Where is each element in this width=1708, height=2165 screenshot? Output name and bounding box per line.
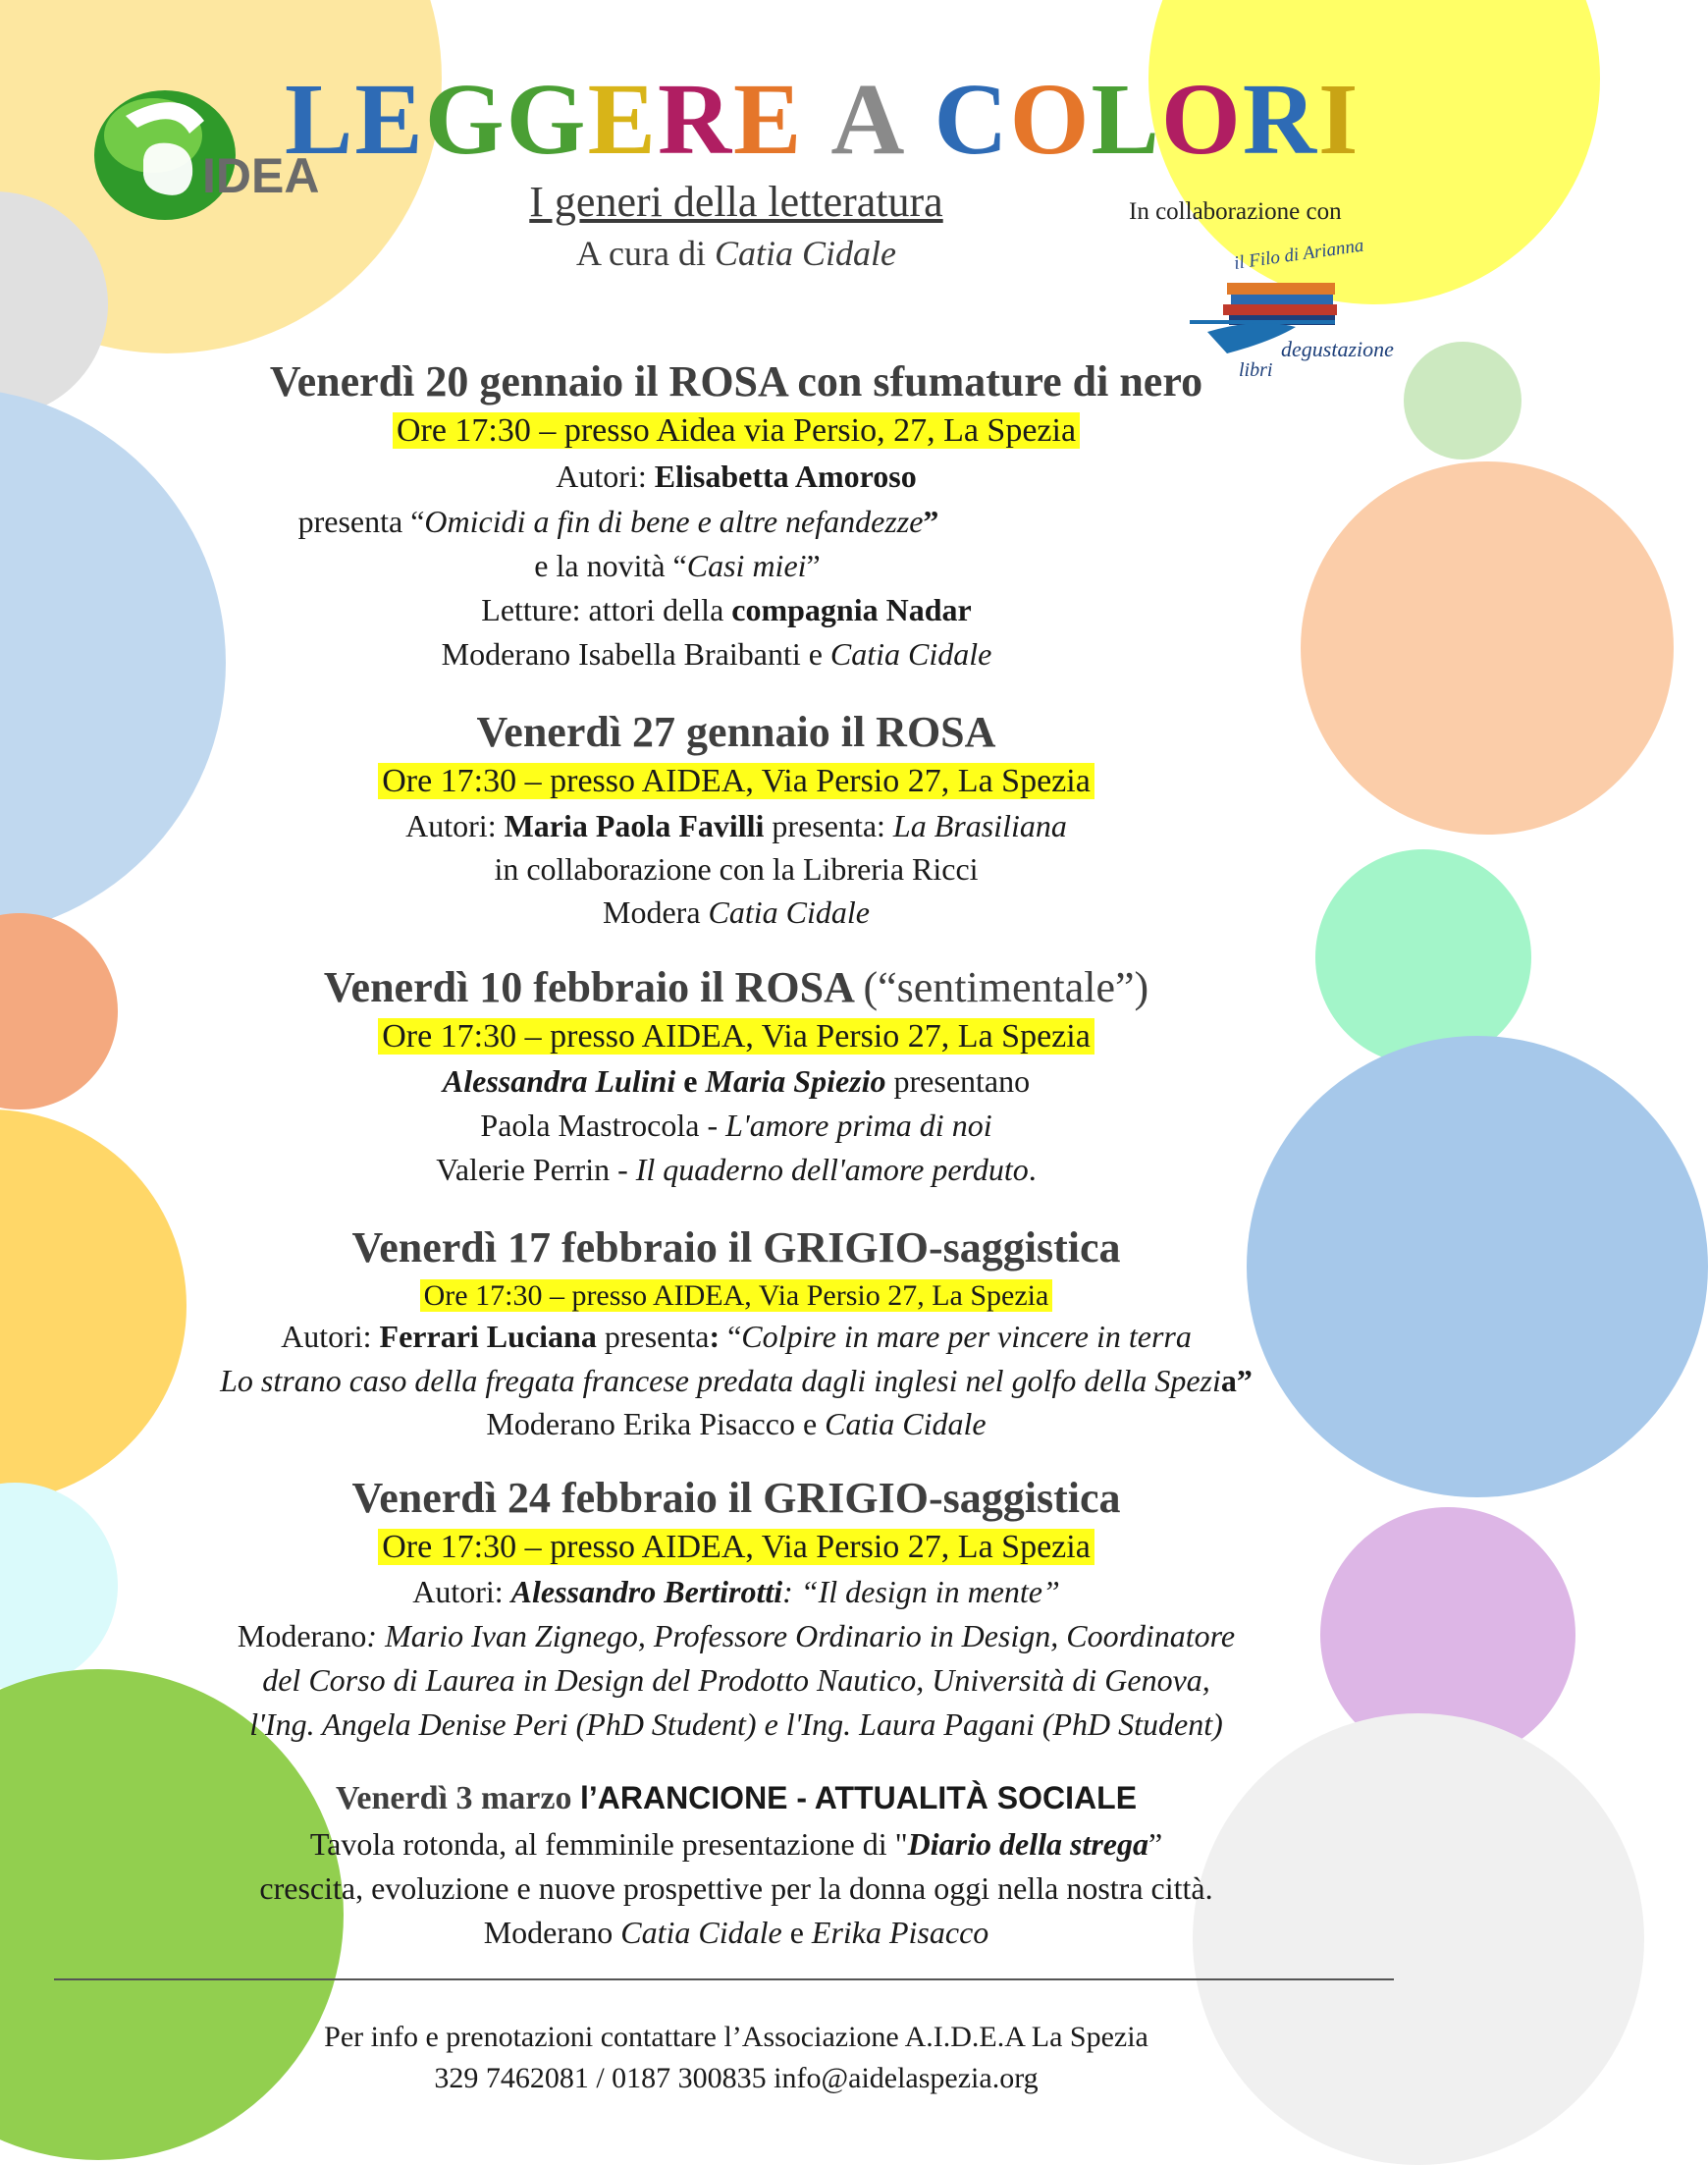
event-book-2 bbox=[0, 1152, 1472, 1188]
title-letter: G bbox=[424, 63, 507, 176]
event-book-1 bbox=[0, 1108, 1472, 1144]
book-title: Omicidi a fin di bene e altre nefandezze bbox=[424, 504, 924, 539]
event-moderators-2: del Corso di Laurea in Design del Prodotto Nautico, Università di Genova, bbox=[262, 1662, 1210, 1698]
event-title: Venerdì 17 febbraio il GRIGIO-saggistica bbox=[351, 1223, 1121, 1272]
aidea-logo bbox=[86, 67, 320, 224]
event-moderators bbox=[0, 1915, 1472, 1951]
moderator-names: : Mario Ivan Zignego, Professore Ordinario in Design, Coordinatore bbox=[366, 1618, 1236, 1653]
text: Moderano Erika Pisacco e bbox=[486, 1406, 826, 1441]
text: e la novità “ bbox=[534, 548, 687, 583]
title-letter: C bbox=[934, 63, 1010, 176]
footer-contacts: 329 7462081 / 0187 300835 info@aidelaspezia.org bbox=[434, 2062, 1039, 2094]
book-title: La Brasiliana bbox=[892, 808, 1067, 843]
partner-logo-top-text: il Filo di Arianna bbox=[1232, 235, 1365, 274]
text: Moderano bbox=[483, 1915, 621, 1950]
event-moderators bbox=[0, 1406, 1472, 1442]
title-letter: E bbox=[354, 63, 425, 176]
partner-logo-bottom-text-2: libri bbox=[1239, 359, 1273, 381]
event-title bbox=[0, 1780, 1472, 1817]
text: presenta: bbox=[764, 808, 893, 843]
title-letter: R bbox=[1242, 63, 1318, 176]
text: Tavola rotonda, al femminile presentazione di " bbox=[309, 1826, 908, 1862]
event-time bbox=[0, 1018, 1472, 1055]
event-description bbox=[0, 1826, 1472, 1863]
text: e bbox=[675, 1063, 706, 1099]
title-letter: I bbox=[1317, 63, 1361, 176]
label: Autori: bbox=[556, 459, 655, 494]
text: Modera bbox=[603, 894, 709, 930]
moderator-name: Erika Pisacco bbox=[811, 1915, 989, 1950]
text: : bbox=[709, 1319, 721, 1354]
event-moderators bbox=[0, 1618, 1472, 1654]
event-moderators-3: l'Ing. Angela Denise Peri (PhD Student) e l'Ing. Laura Pagani (PhD Student) bbox=[249, 1706, 1223, 1742]
text: presenta bbox=[596, 1319, 710, 1354]
company-name: compagnia Nadar bbox=[731, 592, 972, 627]
text: ” bbox=[806, 548, 821, 583]
subtitle: I generi della letteratura bbox=[529, 178, 943, 226]
text: (“sentimentale”) bbox=[863, 963, 1149, 1011]
title-letter: O bbox=[1009, 63, 1092, 176]
text: presentano bbox=[885, 1063, 1031, 1099]
text: . bbox=[1028, 1152, 1037, 1187]
book-title: Lo strano caso della fregata francese predata dagli inglesi nel golfo della Spezi bbox=[220, 1363, 1221, 1398]
event-book-subtitle bbox=[0, 1363, 1472, 1399]
book-title: : “Il design in mente” bbox=[782, 1574, 1060, 1609]
event-authors bbox=[0, 1574, 1472, 1610]
aidea-logo-text: IDEA bbox=[202, 148, 320, 203]
curator-prefix: A cura di bbox=[576, 234, 715, 273]
text: l’ARANCIONE - ATTUALITÀ SOCIALE bbox=[579, 1780, 1138, 1815]
event-moderators bbox=[0, 636, 1453, 673]
text: Moderano bbox=[237, 1618, 367, 1653]
event-time-text: Ore 17:30 – presso AIDEA, Via Persio 27, La Spezia bbox=[378, 763, 1094, 799]
event-moderators bbox=[0, 894, 1472, 931]
title-letter: L bbox=[1091, 63, 1161, 176]
title-letter: O bbox=[1160, 63, 1243, 176]
author-name: Elisabetta Amoroso bbox=[654, 459, 917, 494]
moderator-name: Catia Cidale bbox=[825, 1406, 987, 1441]
author-name: Alessandro Bertirotti bbox=[510, 1574, 783, 1609]
moderator-name: Catia Cidale bbox=[829, 636, 992, 672]
text: “ bbox=[720, 1319, 742, 1354]
title-letter bbox=[907, 63, 934, 176]
book-title: Diario della strega bbox=[907, 1826, 1148, 1862]
title-letter: G bbox=[506, 63, 588, 176]
text: presenta “ bbox=[297, 504, 425, 539]
footer-info: Per info e prenotazioni contattare l’Associazione A.I.D.E.A La Spezia bbox=[324, 2021, 1148, 2053]
title-letter: A bbox=[830, 63, 907, 176]
event-presents bbox=[0, 504, 1355, 540]
label: Autori: bbox=[405, 808, 505, 843]
event-novelty bbox=[0, 548, 1414, 584]
collaboration-label: In collaborazione con bbox=[1129, 198, 1342, 225]
event-authors bbox=[0, 1063, 1472, 1100]
text: Letture: attori della bbox=[481, 592, 732, 627]
text: Venerdì 3 marzo bbox=[335, 1780, 580, 1816]
event-authors bbox=[0, 459, 1472, 495]
event-time-text: Ore 17:30 – presso AIDEA, Via Persio 27, La Spezia bbox=[420, 1279, 1053, 1312]
text: Paola Mastrocola - bbox=[480, 1108, 726, 1143]
text: e bbox=[781, 1915, 812, 1950]
curator bbox=[422, 233, 1050, 274]
author-name: Maria Spiezio bbox=[705, 1063, 886, 1099]
title-letter bbox=[803, 63, 830, 176]
text: ” bbox=[923, 504, 939, 539]
event-time-text: Ore 17:30 – presso AIDEA, Via Persio 27, La Spezia bbox=[378, 1529, 1094, 1565]
text: Valerie Perrin - bbox=[436, 1152, 636, 1187]
text: a” bbox=[1220, 1363, 1253, 1398]
event-time-text: Ore 17:30 – presso Aidea via Persio, 27, La Spezia bbox=[393, 412, 1080, 449]
event-title: Venerdì 27 gennaio il ROSA bbox=[476, 708, 996, 756]
book-title: Il quaderno dell'amore perduto bbox=[635, 1152, 1029, 1187]
event-title bbox=[0, 962, 1472, 1012]
event-time bbox=[0, 1529, 1472, 1566]
title-letter: E bbox=[733, 63, 804, 176]
book-title: L'amore prima di noi bbox=[725, 1108, 992, 1143]
title-letter: E bbox=[587, 63, 658, 176]
moderator-name: Catia Cidale bbox=[708, 894, 870, 930]
author-name: Alessandra Lulini bbox=[442, 1063, 676, 1099]
event-time bbox=[0, 1279, 1472, 1313]
book-title: Colpire in mare per vincere in terra bbox=[741, 1319, 1192, 1354]
text: Venerdì 10 febbraio il ROSA bbox=[323, 963, 864, 1011]
label: Autori: bbox=[412, 1574, 511, 1609]
author-name: Maria Paola Favilli bbox=[504, 808, 765, 843]
event-time-text: Ore 17:30 – presso AIDEA, Via Persio 27, La Spezia bbox=[378, 1018, 1094, 1055]
event-readings bbox=[0, 592, 1463, 628]
divider bbox=[54, 1978, 1394, 1980]
event-title: Venerdì 20 gennaio il ROSA con sfumature di nero bbox=[269, 357, 1203, 406]
partner-logo-bottom-text: degustazione bbox=[1281, 337, 1394, 361]
event-time bbox=[0, 412, 1472, 450]
page-title bbox=[285, 63, 1361, 176]
author-name: Ferrari Luciana bbox=[379, 1319, 597, 1354]
title-letter: L bbox=[285, 63, 355, 176]
moderator-name: Catia Cidale bbox=[620, 1915, 782, 1950]
event-description-2: crescita, evoluzione e nuove prospettive per la donna oggi nella nostra città. bbox=[259, 1870, 1213, 1906]
book-title: Casi miei bbox=[686, 548, 807, 583]
event-authors bbox=[0, 808, 1472, 844]
curator-name: Catia Cidale bbox=[714, 234, 896, 273]
text: Moderano Isabella Braibanti e bbox=[441, 636, 830, 672]
text: ” bbox=[1148, 1826, 1163, 1862]
label: Autori: bbox=[281, 1319, 380, 1354]
event-time bbox=[0, 763, 1472, 800]
event-collaboration: in collaborazione con la Libreria Ricci bbox=[494, 851, 979, 887]
title-letter: R bbox=[657, 63, 734, 176]
event-authors bbox=[0, 1319, 1472, 1355]
event-title: Venerdì 24 febbraio il GRIGIO-saggistica bbox=[351, 1474, 1121, 1522]
